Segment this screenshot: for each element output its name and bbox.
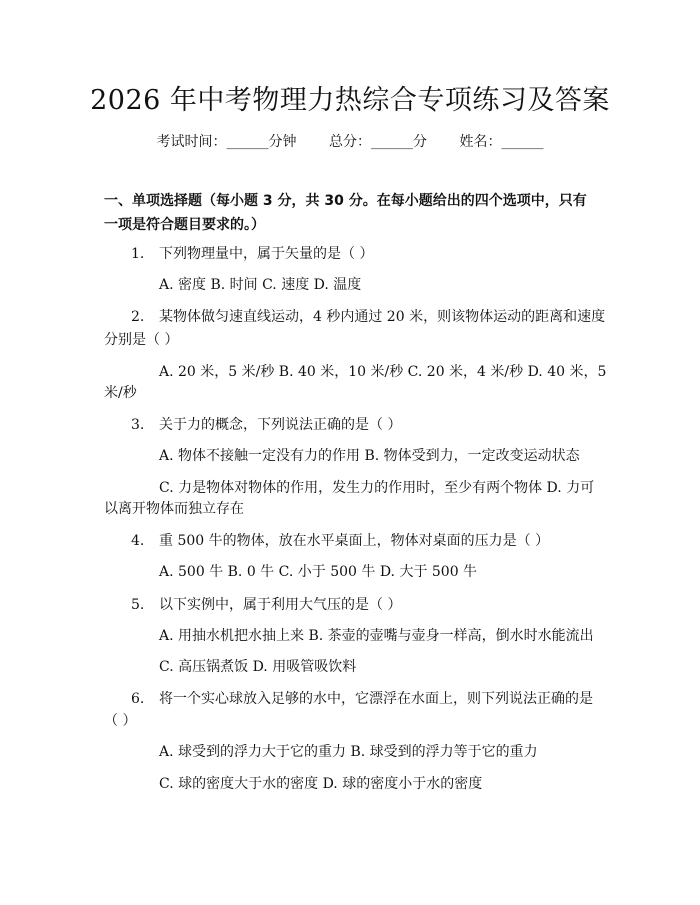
question-stem-text: 将一个实心球放入足够的水中，它漂浮在水面上，则下列说法正确的是: [159, 691, 593, 707]
question-stem-text: 某物体做匀速直线运动，4 秒内通过 20 米，则该物体运动的距离和速度: [159, 309, 606, 325]
question-5-stem: [131, 594, 401, 614]
exam-time-field: 考试时间：______分钟: [156, 134, 297, 150]
section-heading: 一、单项选择题（每小题 3 分，共 30 分。在每小题给出的四个选项中，只有一项是符合题目要求的。）: [104, 193, 587, 233]
question-number: 1.: [131, 246, 145, 262]
exam-info-line: [0, 131, 700, 151]
question-stem-text: 下列物理量中，属于矢量的是（ ）: [159, 246, 374, 262]
question-5-options-cd: C. 高压锅煮饭 D. 用吸管吸饮料: [159, 659, 357, 675]
question-1-options: A. 密度 B. 时间 C. 速度 D. 温度: [159, 277, 362, 293]
question-6-options-ab: A. 球受到的浮力大于它的重力 B. 球受到的浮力等于它的重力: [159, 744, 538, 760]
question-number: 3.: [131, 417, 145, 433]
question-number: 4.: [131, 533, 145, 549]
question-number: 5.: [131, 597, 145, 613]
question-stem-text: 关于力的概念，下列说法正确的是（ ）: [159, 417, 402, 433]
question-2-options: A. 20 米，5 米/秒 B. 40 米，10 米/秒 C. 20 米，4 米/秒 D. 40 米，5: [159, 364, 607, 380]
question-3-options-ab: A. 物体不接触一定没有力的作用 B. 物体受到力，一定改变运动状态: [159, 448, 580, 464]
question-5-options-ab: A. 用抽水机把水抽上来 B. 茶壶的壶嘴与壶身一样高，倒水时水能流出: [159, 628, 594, 644]
question-3-options-cd: C. 力是物体对物体的作用，发生力的作用时，至少有两个物体 D. 力可: [159, 480, 595, 496]
question-number: 6.: [131, 691, 145, 707]
question-4-options: A. 500 牛 B. 0 牛 C. 小于 500 牛 D. 大于 500 牛: [159, 564, 478, 580]
question-2-stem: [131, 306, 605, 326]
question-4-stem: [131, 530, 549, 550]
question-number: 2.: [131, 309, 145, 325]
student-name-field: 姓名：______: [459, 134, 544, 150]
total-score-field: 总分：______分: [329, 134, 427, 150]
question-2-options-continued: 米/秒: [104, 385, 137, 401]
question-3-stem: [131, 414, 401, 434]
question-2-stem-continued: 分别是（ ）: [104, 332, 179, 348]
question-3-options-continued: 以离开物体而独立存在: [104, 501, 244, 517]
question-1-stem: [131, 243, 373, 263]
question-stem-text: 重 500 牛的物体，放在水平桌面上，物体对桌面的压力是（ ）: [159, 533, 550, 549]
question-6-options-cd: C. 球的密度大于水的密度 D. 球的密度小于水的密度: [159, 776, 483, 792]
question-stem-text: 以下实例中，属于利用大气压的是（ ）: [159, 597, 402, 613]
page-title: 2026 年中考物理力热综合专项练习及答案: [90, 85, 610, 116]
question-6-stem-continued: （ ）: [104, 713, 137, 729]
question-6-stem: [131, 688, 593, 708]
